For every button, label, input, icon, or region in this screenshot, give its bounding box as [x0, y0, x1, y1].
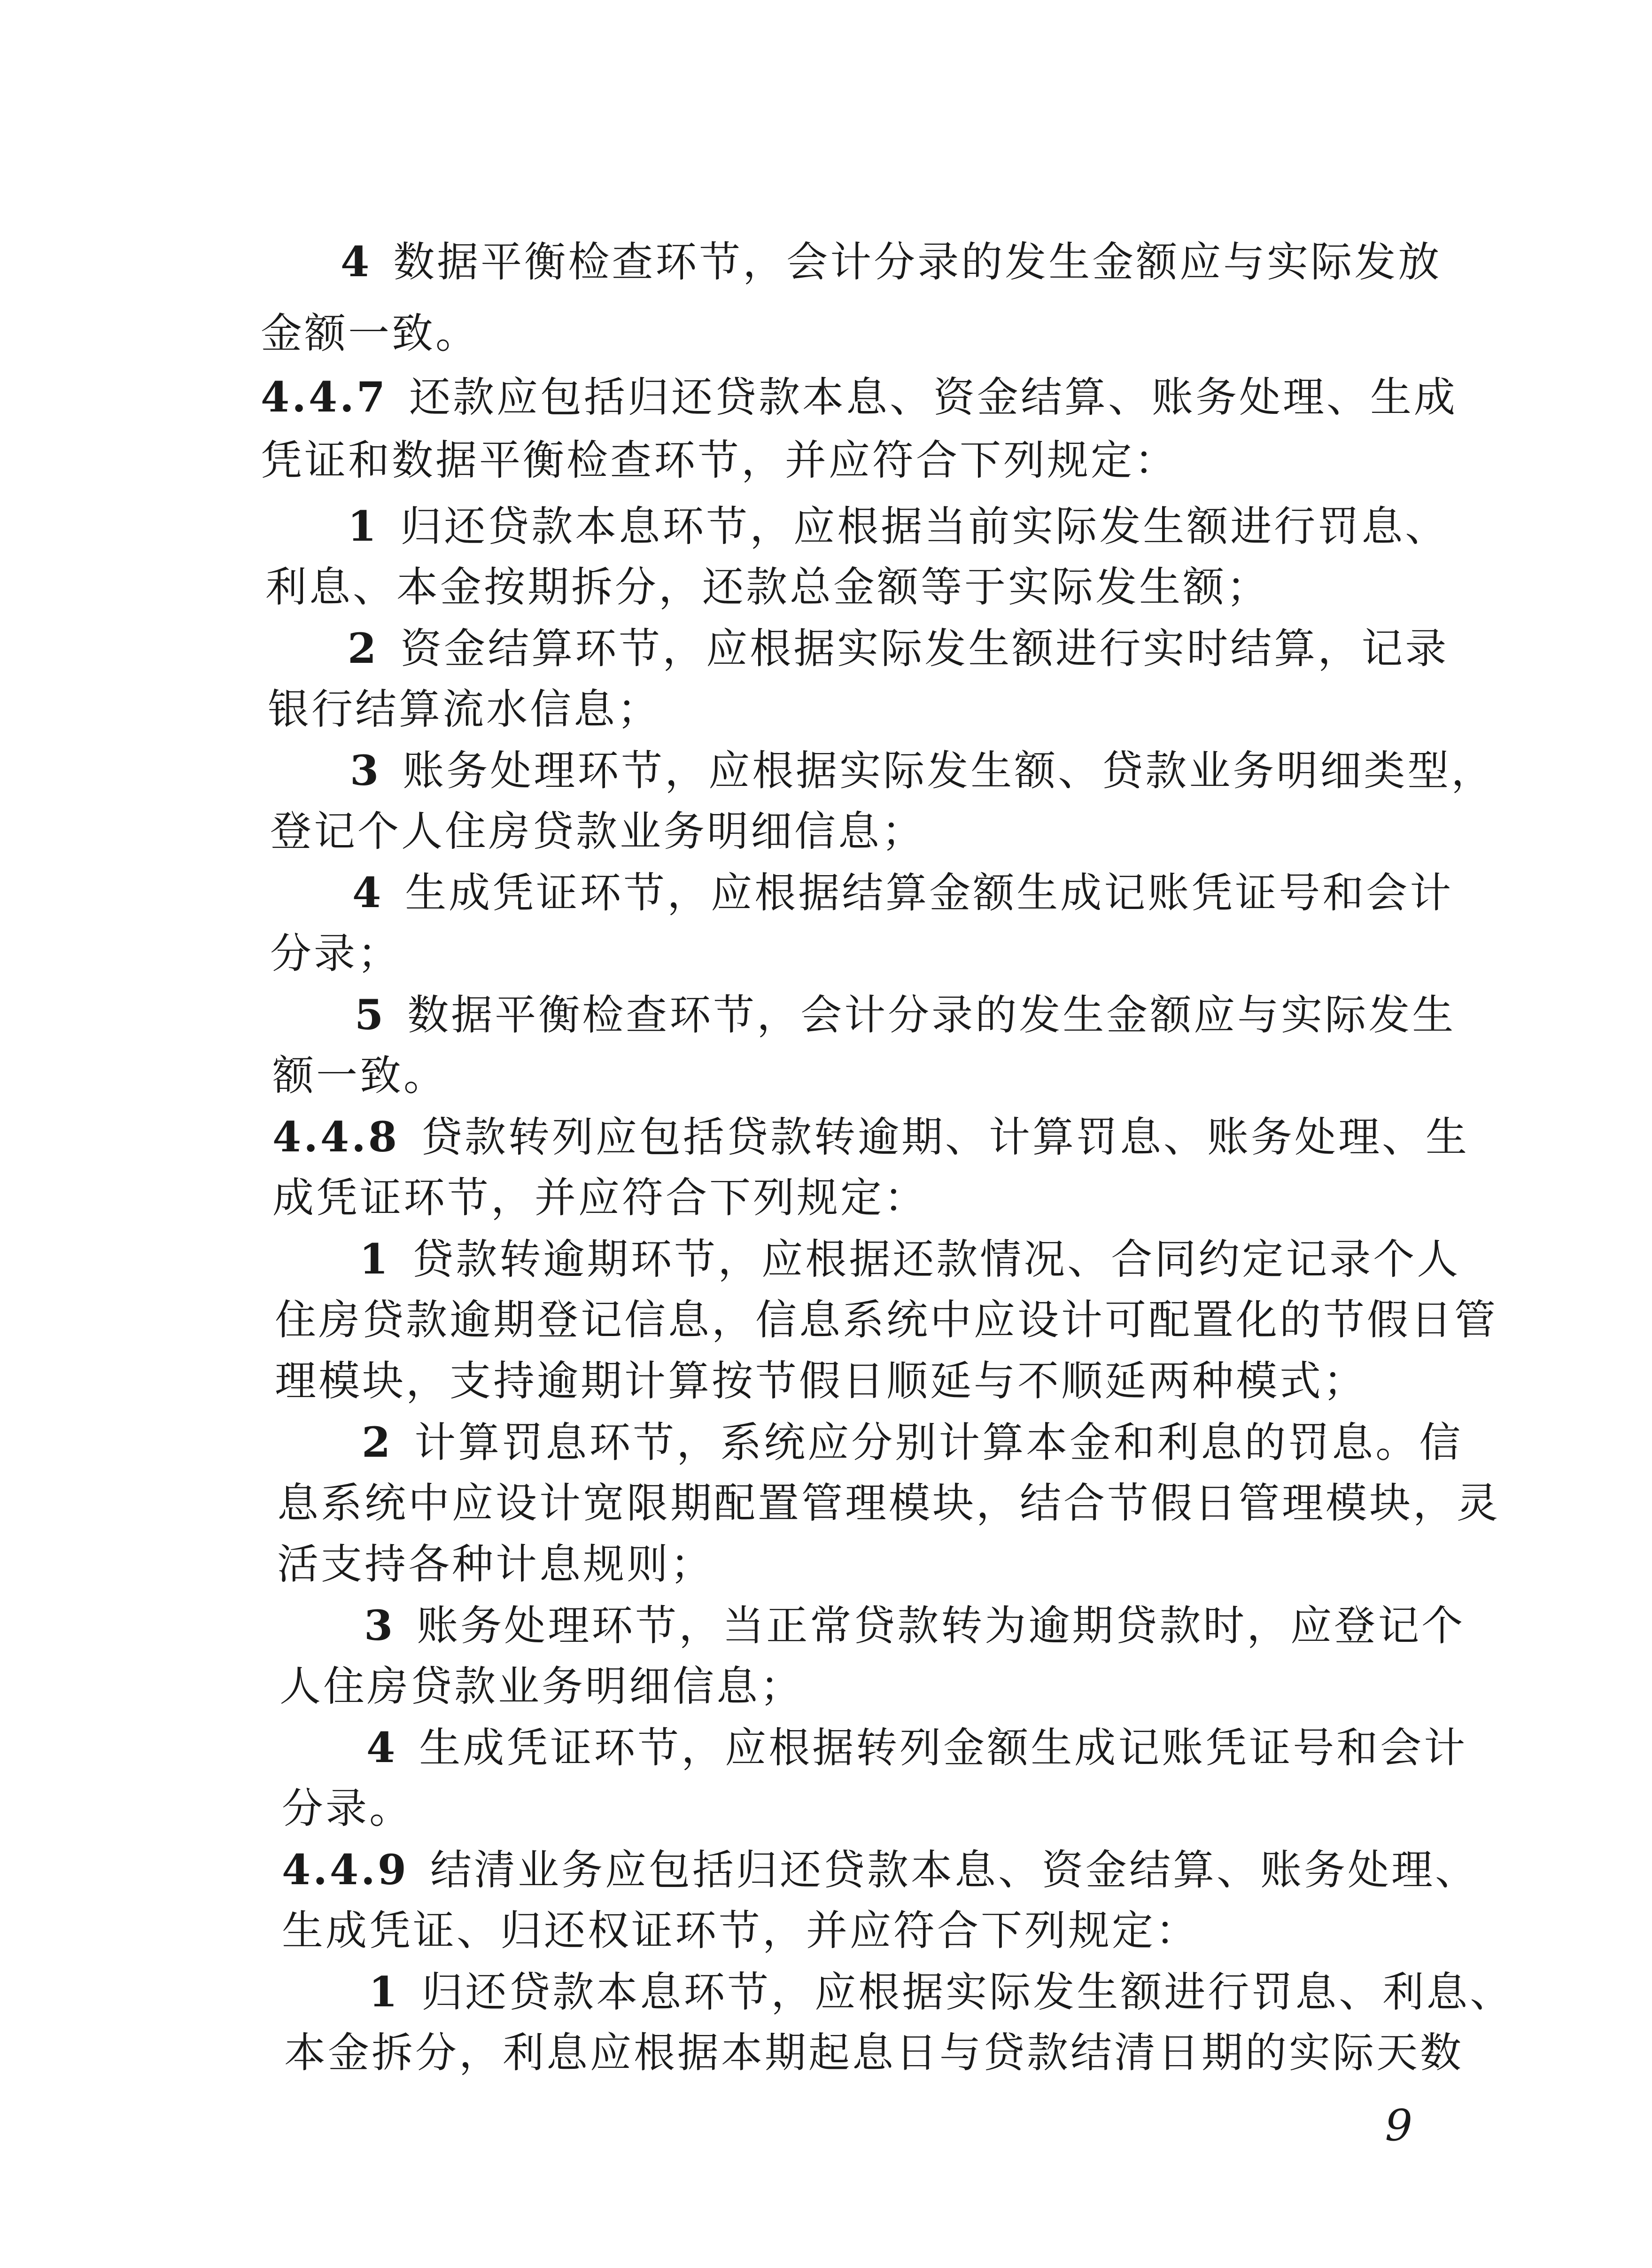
item-number: 2: [348, 624, 379, 673]
text-line: [277, 1536, 714, 1592]
item-line: [364, 1597, 1465, 1654]
clause-line: [282, 1841, 1479, 1898]
text-line: [265, 559, 1270, 615]
line-text: 数据平衡检查环节，会计分录的发生金额应与实际发放: [393, 238, 1442, 286]
text-line: [277, 1475, 1500, 1531]
text-line: [261, 432, 1178, 489]
clause-line: [272, 1109, 1469, 1165]
item-number: 2: [362, 1418, 393, 1467]
item-line: [341, 233, 1442, 290]
text-line: [282, 1903, 1199, 1959]
line-text: 理模块，支持逾期计算按节假日顺延与不顺延两种模式；: [275, 1357, 1367, 1405]
item-line: [352, 864, 1453, 921]
clause-number: 4.4.8: [272, 1112, 399, 1161]
text-line: [272, 1170, 928, 1226]
line-text: 数据平衡检查环节，会计分录的发生金额应与实际发生: [407, 991, 1456, 1039]
item-number: 4: [352, 868, 384, 917]
line-text: 额一致。: [272, 1051, 448, 1100]
item-line: [348, 620, 1449, 677]
item-number: 1: [369, 1967, 400, 2016]
line-text: 还款应包括归还贷款本息、资金结算、账务处理、生成: [409, 373, 1458, 421]
clause-number: 4.4.7: [261, 373, 388, 421]
line-text: 成凭证环节，并应符合下列规定：: [272, 1173, 928, 1222]
text-line: [270, 925, 401, 982]
item-line: [355, 986, 1456, 1043]
text-line: [284, 2025, 1464, 2081]
line-text: 贷款转逾期环节，应根据还款情况、合同约定记录个人: [412, 1235, 1461, 1283]
line-text: 生成凭证环节，应根据转列金额生成记账凭证号和会计: [419, 1724, 1468, 1772]
item-number: 5: [355, 990, 386, 1039]
line-text: 生成凭证环节，应根据结算金额生成记账凭证号和会计: [405, 869, 1454, 917]
item-number: 4: [366, 1723, 398, 1772]
line-text: 分录；: [270, 929, 402, 978]
line-text: 活支持各种计息规则；: [277, 1540, 714, 1588]
item-line: [359, 1231, 1460, 1288]
text-line: [279, 1658, 804, 1715]
text-line: [261, 305, 479, 362]
line-text: 分录。: [282, 1784, 413, 1833]
line-text: 住房贷款逾期登记信息，信息系统中应设计可配置化的节假日管: [275, 1296, 1498, 1344]
item-number: 1: [348, 502, 379, 551]
item-line: [366, 1719, 1467, 1776]
text-line: [272, 1048, 447, 1104]
line-text: 贷款转列应包括贷款转逾期、计算罚息、账务处理、生: [420, 1113, 1469, 1161]
item-line: [369, 1964, 1513, 2020]
line-text: 结清业务应包括归还贷款本息、资金结算、账务处理、: [430, 1846, 1479, 1894]
line-text: 人住房贷款业务明细信息；: [279, 1662, 804, 1710]
line-text: 登记个人住房贷款业务明细信息；: [270, 807, 926, 855]
text-line: [268, 681, 661, 738]
text-line: [275, 1353, 1367, 1409]
text-line: [275, 1292, 1498, 1348]
line-text: 利息、本金按期拆分，还款总金额等于实际发生额；: [265, 563, 1271, 611]
line-text: 金额一致。: [261, 309, 480, 357]
clause-number: 4.4.9: [282, 1845, 409, 1894]
item-number: 1: [359, 1235, 391, 1283]
item-line: [348, 498, 1449, 555]
text-line: [282, 1780, 413, 1837]
clause-line: [261, 369, 1458, 426]
item-line: [362, 1414, 1463, 1471]
page-number: 9: [1385, 2100, 1412, 2151]
line-text: 资金结算环节，应根据实际发生额进行实时结算，记录: [400, 624, 1449, 673]
text-line: [270, 803, 925, 860]
item-line: [350, 742, 1495, 799]
line-text: 归还贷款本息环节，应根据实际发生额进行罚息、利息、: [421, 1968, 1514, 2016]
item-number: 4: [341, 237, 372, 286]
line-text: 账务处理环节，当正常贷款转为逾期贷款时，应登记个: [417, 1601, 1466, 1650]
line-text: 计算罚息环节，系统应分别计算本金和利息的罚息。信: [414, 1418, 1463, 1467]
line-text: 归还贷款本息环节，应根据当前实际发生额进行罚息、: [400, 502, 1449, 551]
line-text: 息系统中应设计宽限期配置管理模块，结合节假日管理模块，灵: [277, 1479, 1501, 1527]
line-text: 凭证和数据平衡检查环节，并应符合下列规定：: [261, 436, 1179, 484]
line-text: 账务处理环节，应根据实际发生额、贷款业务明细类型，: [403, 746, 1495, 795]
item-number: 3: [364, 1601, 396, 1650]
line-text: 生成凭证、归还权证环节，并应符合下列规定：: [282, 1906, 1200, 1955]
item-number: 3: [350, 746, 381, 795]
line-text: 本金拆分，利息应根据本期起息日与贷款结清日期的实际天数: [284, 2028, 1464, 2077]
line-text: 银行结算流水信息；: [268, 685, 661, 733]
